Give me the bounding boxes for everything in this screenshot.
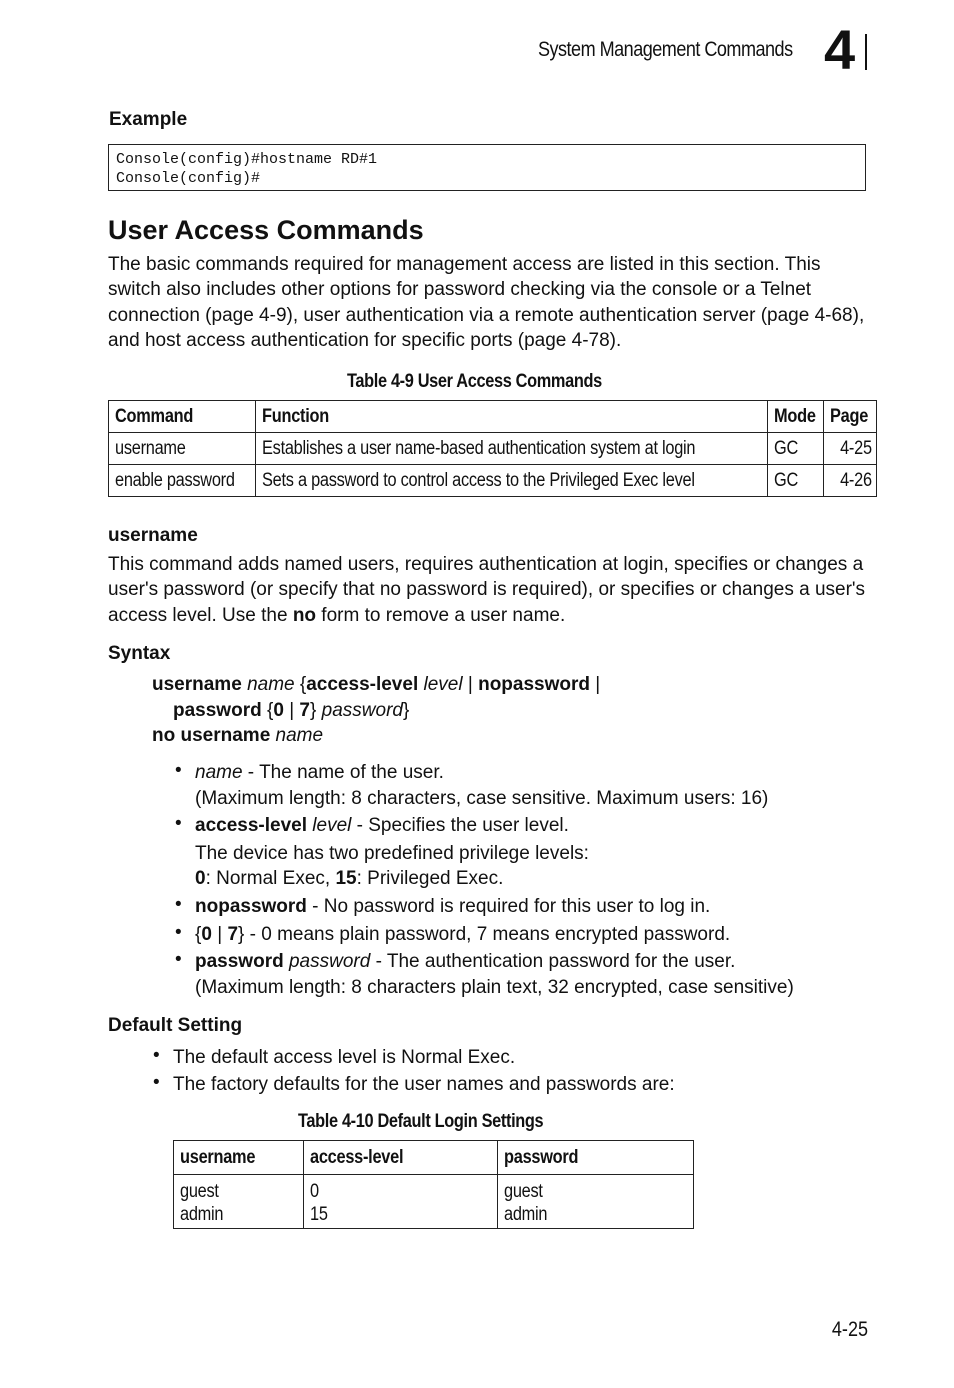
syntax-symbol: { <box>195 924 202 945</box>
header-divider <box>865 34 867 70</box>
list-item: The factory defaults for the user names and passwords are: <box>173 1074 675 1095</box>
table-cell: enable password <box>115 470 235 491</box>
param-term: password <box>195 951 284 972</box>
table-caption: Table 4-9 User Access Commands <box>347 371 602 392</box>
syntax-param: name <box>275 725 324 746</box>
table-cell: GC <box>773 470 798 491</box>
section-title: User Access Commands <box>108 215 424 245</box>
description-text: form to remove a user name. <box>316 604 566 626</box>
table-cell: GC <box>773 438 798 459</box>
table-cell <box>498 1175 665 1226</box>
param-term: 0 <box>201 924 212 945</box>
syntax-line <box>152 723 323 748</box>
column-header: Page <box>830 406 869 427</box>
syntax-symbol: { <box>299 674 307 695</box>
default-setting-heading: Default Setting <box>108 1015 243 1036</box>
list-item <box>195 922 730 948</box>
syntax-symbol: | <box>595 674 601 695</box>
param-desc: - The authentication password for the user. <box>370 951 736 972</box>
cell-line: admin <box>504 1204 548 1225</box>
table-cell: 4-26 <box>840 470 873 491</box>
param-term: 7 <box>227 924 239 945</box>
table-row <box>174 1175 694 1229</box>
default-login-settings-table <box>173 1140 694 1229</box>
syntax-keyword: access-level <box>306 674 419 695</box>
table-header-row <box>109 401 877 433</box>
syntax-keyword: password <box>173 700 262 721</box>
param-desc: - The name of the user. <box>242 762 444 783</box>
syntax-keyword: nopassword <box>478 674 590 695</box>
table-header-row <box>174 1141 694 1175</box>
cell-line: admin <box>180 1204 224 1225</box>
user-access-commands-table <box>108 400 877 497</box>
list-item <box>195 949 735 975</box>
param-desc: - Specifies the user level. <box>351 815 569 836</box>
param-note: (Maximum length: 8 characters, case sensitive. Maximum users: 16) <box>195 788 769 809</box>
level-desc: : Privileged Exec. <box>356 868 504 889</box>
page-number: 4-25 <box>831 1318 868 1341</box>
column-header: username <box>180 1147 256 1168</box>
command-description <box>108 552 878 628</box>
table-cell <box>304 1175 471 1226</box>
list-item <box>195 813 569 839</box>
param-term: nopassword <box>195 896 307 917</box>
column-header: Command <box>115 406 194 427</box>
table-row <box>109 433 877 465</box>
syntax-symbol: } <box>310 700 317 721</box>
param-name: password <box>288 951 371 972</box>
table-row <box>109 465 877 497</box>
level-desc: : Normal Exec, <box>205 868 336 889</box>
chapter-number: 4 <box>824 18 856 81</box>
cell-line: guest <box>504 1181 544 1202</box>
level-value: 15 <box>335 868 357 889</box>
syntax-symbol: | <box>211 924 228 945</box>
running-header: System Management Commands <box>538 38 793 61</box>
param-desc: - No password is required for this user to log in. <box>306 896 711 917</box>
column-header: password <box>504 1147 579 1168</box>
cell-line: 0 <box>309 1181 319 1202</box>
syntax-keyword: username <box>152 674 242 695</box>
syntax-line <box>152 672 600 697</box>
syntax-param: name <box>247 674 295 695</box>
table-cell: username <box>115 438 186 459</box>
code-example <box>108 144 866 191</box>
syntax-keyword: no username <box>152 725 271 746</box>
description-text: This command adds named users, requires authentication at login, specifies or changes a user's password (or specify that no password is required), or specifies or changes a user's access level. Use the <box>108 554 866 626</box>
syntax-keyword: 0 <box>273 700 284 721</box>
syntax-symbol: | <box>467 674 473 695</box>
param-note: (Maximum length: 8 characters plain text, 32 encrypted, case sensitive) <box>195 977 794 998</box>
list-item: The default access level is Normal Exec. <box>173 1047 516 1068</box>
bullet-icon: • <box>175 760 182 781</box>
column-header: access-level <box>309 1147 404 1168</box>
param-note <box>195 866 503 892</box>
bullet-icon: • <box>175 949 182 970</box>
code-line: Console(config)#hostname RD#1 <box>116 151 378 168</box>
syntax-param: password <box>321 700 403 721</box>
list-item <box>195 760 444 786</box>
table-caption: Table 4-10 Default Login Settings <box>298 1111 544 1132</box>
code-line: Console(config)# <box>116 170 261 187</box>
bullet-icon: • <box>175 894 182 915</box>
list-item <box>195 894 710 920</box>
column-header: Function <box>262 406 330 427</box>
param-term: name <box>195 762 243 783</box>
param-note: The device has two predefined privilege levels: <box>195 843 589 864</box>
table-cell: Establishes a user name-based authentication system at login <box>262 438 696 459</box>
syntax-keyword: 7 <box>299 700 310 721</box>
syntax-symbol: | <box>289 700 295 721</box>
syntax-symbol: } <box>402 700 410 721</box>
syntax-param: level <box>423 674 463 695</box>
syntax-heading: Syntax <box>108 643 171 664</box>
bullet-icon: • <box>175 922 182 943</box>
example-heading: Example <box>109 109 188 130</box>
command-heading: username <box>108 525 198 546</box>
column-header: Mode <box>773 406 816 427</box>
table-cell <box>174 1175 285 1226</box>
syntax-line <box>173 698 409 723</box>
level-value: 0 <box>195 868 206 889</box>
cell-line: guest <box>180 1181 219 1202</box>
bullet-icon: • <box>175 813 182 834</box>
table-cell: 4-25 <box>840 438 873 459</box>
description-keyword: no <box>292 604 317 626</box>
bullet-icon: • <box>153 1072 160 1093</box>
syntax-symbol: { <box>266 700 274 721</box>
cell-line: 15 <box>309 1204 328 1225</box>
param-term: access-level <box>195 815 307 836</box>
param-desc: } - 0 means plain password, 7 means encrypted password. <box>238 924 731 945</box>
param-name: level <box>312 815 352 836</box>
table-cell: Sets a password to control access to the Privileged Exec level <box>262 470 695 491</box>
section-intro: The basic commands required for management access are listed in this section. This switch also includes other options for password checking via the console or a Telnet connection (page 4-9), user authentication via a remote authentication server (page 4-68), and host access authentication for specific ports (page 4-78). <box>108 254 865 351</box>
bullet-icon: • <box>153 1045 160 1066</box>
